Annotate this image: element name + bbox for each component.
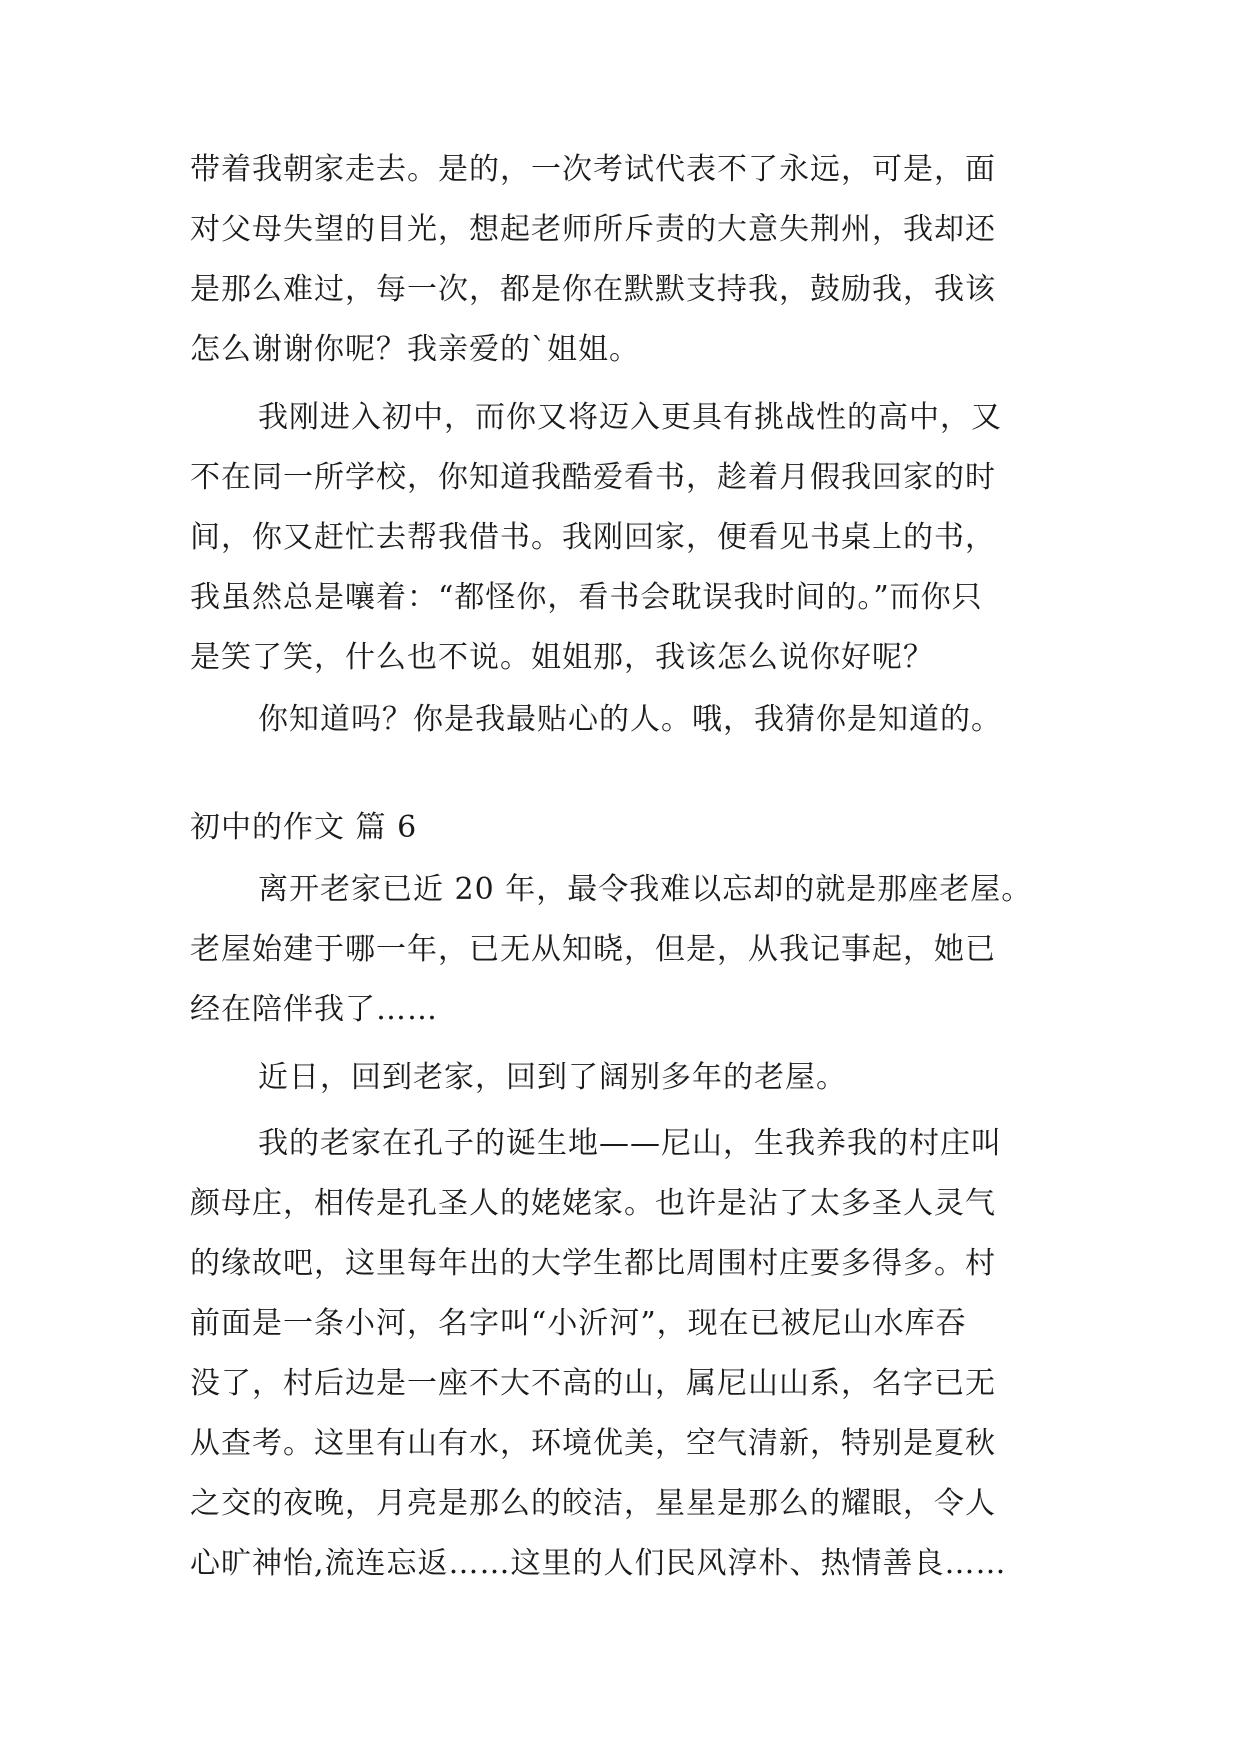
text-line: 前面是一条小河，名字叫“小沂河”，现在已被尼山水库吞 [190,1306,967,1341]
text-line: 是笑了笑，什么也不说。姐姐那，我该怎么说你好呢？ [190,640,934,675]
text-line: 从查考。这里有山有水，环境优美，空气清新，特别是夏秋 [190,1426,996,1461]
text-line: 老屋始建于哪一年，已无从知晓，但是，从我记事起，她已 [190,932,996,967]
text-line: 不在同一所学校，你知道我酷爱看书，趁着月假我回家的时 [190,460,996,495]
text-line: 我虽然总是嚷着：“都怪你，看书会耽误我时间的。”而你只 [190,580,983,615]
text-line: 怎么谢谢你呢？我亲爱的`姐姐。 [190,332,640,367]
paragraph-first-line: 我的老家在孔子的诞生地——尼山，生我养我的村庄叫 [258,1126,1002,1161]
paragraph-first-line: 我刚进入初中，而你又将迈入更具有挑战性的高中，又 [258,400,1002,435]
text-line: 经在陪伴我了…… [190,992,438,1027]
paragraph-first-line: 近日，回到老家，回到了阔别多年的老屋。 [258,1060,847,1095]
text-line: 对父母失望的目光，想起老师所斥责的大意失荆州，我却还 [190,212,996,247]
text-line: 的缘故吧，这里每年出的大学生都比周围村庄要多得多。村 [190,1246,996,1281]
text-line: 颜母庄，相传是孔圣人的姥姥家。也许是沾了太多圣人灵气 [190,1186,996,1221]
paragraph-first-line: 你知道吗？你是我最贴心的人。哦，我猜你是知道的。 [258,702,1002,737]
text-line: 间，你又赶忙去帮我借书。我刚回家，便看见书桌上的书， [190,520,996,555]
text-line: 是那么难过，每一次，都是你在默默支持我，鼓励我，我该 [190,272,996,307]
text-line: 没了，村后边是一座不大不高的山，属尼山山系，名字已无 [190,1366,996,1401]
text-line: 心旷神怡,流连忘返……这里的人们民风淳朴、热情善良…… [190,1546,1007,1581]
text-line: 带着我朝家走去。是的，一次考试代表不了永远，可是，面 [190,152,996,187]
section-title: 初中的作文 篇 6 [190,810,418,845]
paragraph-first-line: 离开老家已近 20 年，最令我难以忘却的就是那座老屋。 [258,872,1033,907]
text-line: 之交的夜晚，月亮是那么的皎洁，星星是那么的耀眼，令人 [190,1486,996,1521]
